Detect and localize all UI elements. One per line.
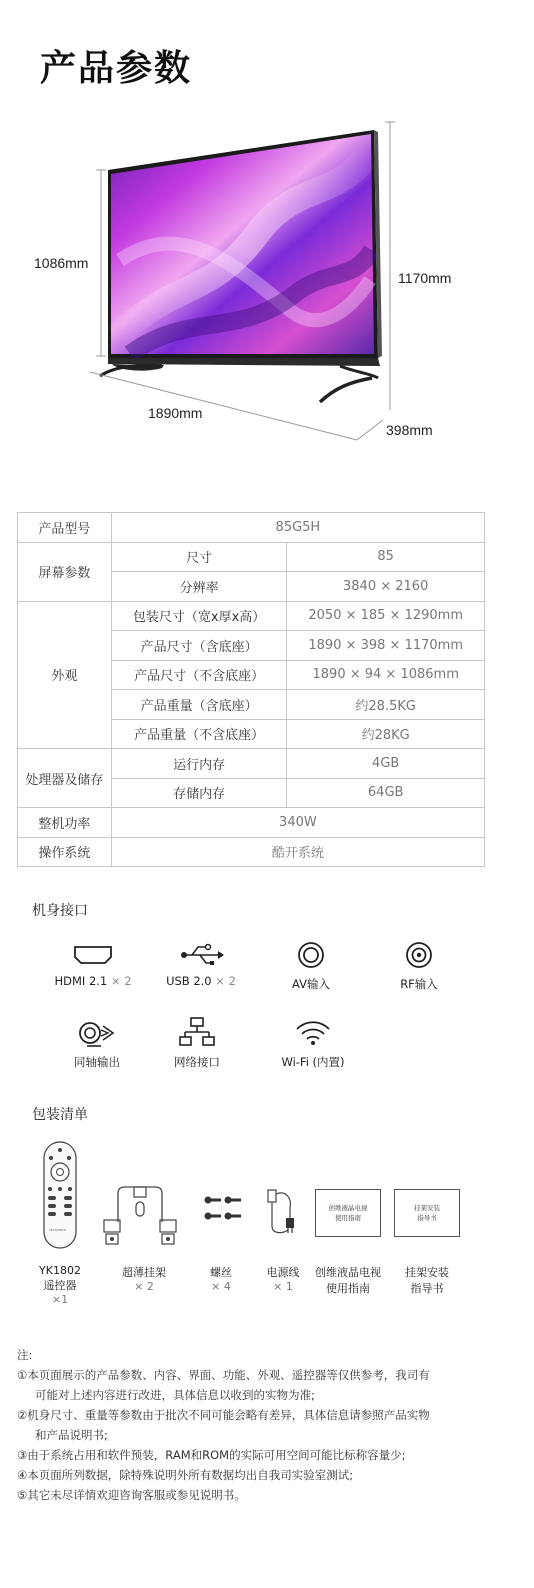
model-label: 产品型号	[18, 513, 112, 543]
pack-label: 包装尺寸（宽x厚x高）	[111, 601, 287, 631]
remote-image	[42, 1140, 78, 1254]
wifi-label: Wi-Fi (内置)	[281, 1055, 345, 1069]
interfaces-title: 机身接口	[32, 903, 88, 919]
av-port	[266, 940, 356, 992]
page-title: 产品参数	[40, 48, 193, 89]
usb-label: USB 2.0	[166, 974, 212, 988]
model-value: 85G5H	[111, 513, 484, 543]
usb-icon	[178, 942, 224, 968]
tv-dimension-diagram	[0, 110, 534, 460]
network-icon	[179, 1016, 215, 1048]
mount-cover-line1: 挂架安装	[414, 1204, 440, 1212]
coax-label: 同轴输出	[74, 1055, 120, 1069]
note-2: ②机身尺寸、重量等参数由于批次不同可能会略有差异，具体信息请参照产品实物	[17, 1408, 430, 1422]
coax-port	[52, 1018, 142, 1070]
hdmi-count: × 2	[110, 974, 132, 988]
mount-guide-image	[394, 1189, 460, 1237]
package-title: 包装清单	[32, 1107, 88, 1123]
usb-port	[156, 942, 246, 988]
manual-name-line2: 使用指南	[326, 1282, 370, 1295]
table-row	[18, 513, 485, 543]
screw-qty: × 4	[211, 1280, 231, 1293]
appearance-label: 外观	[18, 601, 112, 749]
remote-brand: SKYWORTH	[49, 1228, 66, 1232]
weight-nostand-label: 产品重量（不含底座）	[111, 719, 287, 749]
os-label: 操作系统	[18, 837, 112, 867]
power-label: 整机功率	[18, 808, 112, 838]
screws-caption	[196, 1264, 246, 1293]
manual-caption	[306, 1264, 390, 1296]
lan-port	[152, 1016, 242, 1070]
table-row	[18, 808, 485, 838]
table-row	[18, 837, 485, 867]
res-label: 分辨率	[111, 572, 287, 602]
bracket-image	[100, 1184, 180, 1250]
lan-label: 网络接口	[174, 1055, 220, 1069]
note-5: ⑤其它未尽详情欢迎咨询客服或参见说明书。	[17, 1488, 246, 1502]
with-stand-label: 产品尺寸（含底座）	[111, 631, 287, 661]
note-1: ①本页面展示的产品参数、内容、界面、功能、外观、遥控器等仅供参考，我司有	[17, 1368, 430, 1382]
note-4: ④本页面所列数据，除特殊说明外所有数据均出自我司实验室测试;	[17, 1468, 354, 1482]
cable-name: 电源线	[266, 1266, 300, 1279]
mount-guide-caption	[392, 1264, 462, 1296]
table-row	[18, 749, 485, 779]
av-label: AV输入	[292, 977, 330, 991]
weight-stand-label: 产品重量（含底座）	[111, 690, 287, 720]
size-label: 尺寸	[111, 542, 287, 572]
width-label: 1890mm	[148, 405, 203, 421]
note-2-cont: 和产品说明书;	[35, 1428, 108, 1442]
wifi-port	[268, 1018, 358, 1070]
power-cable-icon	[262, 1186, 302, 1238]
ram-value: 4GB	[287, 749, 485, 779]
tv-illustration	[0, 110, 534, 460]
remote-model: YK1802	[39, 1264, 81, 1277]
screen-label: 屏幕参数	[18, 542, 112, 601]
table-row	[18, 601, 485, 631]
spec-table	[17, 512, 485, 867]
pack-value: 2050 × 185 × 1290mm	[287, 601, 485, 631]
screen-height-label: 1086mm	[34, 255, 89, 271]
remote-caption	[34, 1264, 86, 1306]
wifi-icon	[295, 1018, 331, 1048]
no-stand-value: 1890 × 94 × 1086mm	[287, 660, 485, 690]
hdmi-icon	[71, 942, 115, 968]
bracket-name: 超薄挂架	[122, 1266, 166, 1279]
mount-name-line2: 指导书	[410, 1282, 444, 1295]
ram-label: 运行内存	[111, 749, 287, 779]
notes-head: 注:	[17, 1348, 33, 1362]
screw-name: 螺丝	[210, 1266, 232, 1279]
no-stand-label: 产品尺寸（不含底座）	[111, 660, 287, 690]
hdmi-port	[48, 942, 138, 988]
notes	[17, 1345, 517, 1505]
cable-qty: × 1	[273, 1280, 293, 1293]
manual-cover-line1: 创维液晶电视	[328, 1204, 368, 1212]
usb-count: × 2	[215, 974, 236, 988]
rf-port	[374, 940, 464, 992]
cpu-label: 处理器及储存	[18, 749, 112, 808]
note-3: ③由于系统占用和软件预装，RAM和ROM的实际可用空间可能比标称容量少;	[17, 1448, 406, 1462]
remote-control-icon	[42, 1140, 78, 1250]
coax-output-icon	[77, 1018, 117, 1048]
screws-image	[202, 1194, 242, 1228]
screw-icon	[202, 1194, 242, 1224]
depth-label: 398mm	[386, 422, 433, 438]
cable-image	[262, 1186, 302, 1242]
remote-name: 遥控器	[43, 1279, 77, 1292]
remote-qty: ×1	[51, 1293, 69, 1306]
table-row	[18, 542, 485, 572]
cable-caption	[258, 1264, 308, 1293]
manual-image	[315, 1189, 381, 1237]
rf-label: RF输入	[400, 977, 438, 991]
wall-bracket-icon	[100, 1184, 180, 1246]
hdmi-label: HDMI 2.1	[54, 974, 108, 988]
rom-label: 存储内存	[111, 778, 287, 808]
os-value: 酷开系统	[111, 837, 484, 867]
res-value: 3840 × 2160	[287, 572, 485, 602]
av-icon	[296, 940, 326, 970]
size-value: 85	[287, 542, 485, 572]
bracket-qty: × 2	[134, 1280, 154, 1293]
weight-stand-value: 约28.5KG	[287, 690, 485, 720]
rom-value: 64GB	[287, 778, 485, 808]
total-height-label: 1170mm	[398, 270, 452, 286]
note-1-cont: 可能对上述内容进行改进，具体信息以收到的实物为准;	[35, 1388, 315, 1402]
rf-icon	[404, 940, 434, 970]
manual-name-line1: 创维液晶电视	[315, 1266, 381, 1279]
mount-name-line1: 挂架安装	[405, 1266, 449, 1279]
weight-nostand-value: 约28KG	[287, 719, 485, 749]
with-stand-value: 1890 × 398 × 1170mm	[287, 631, 485, 661]
manual-cover-line2: 使用指南	[335, 1214, 361, 1222]
mount-cover-line2: 指导书	[417, 1214, 437, 1222]
bracket-caption	[112, 1264, 176, 1293]
power-value: 340W	[111, 808, 484, 838]
